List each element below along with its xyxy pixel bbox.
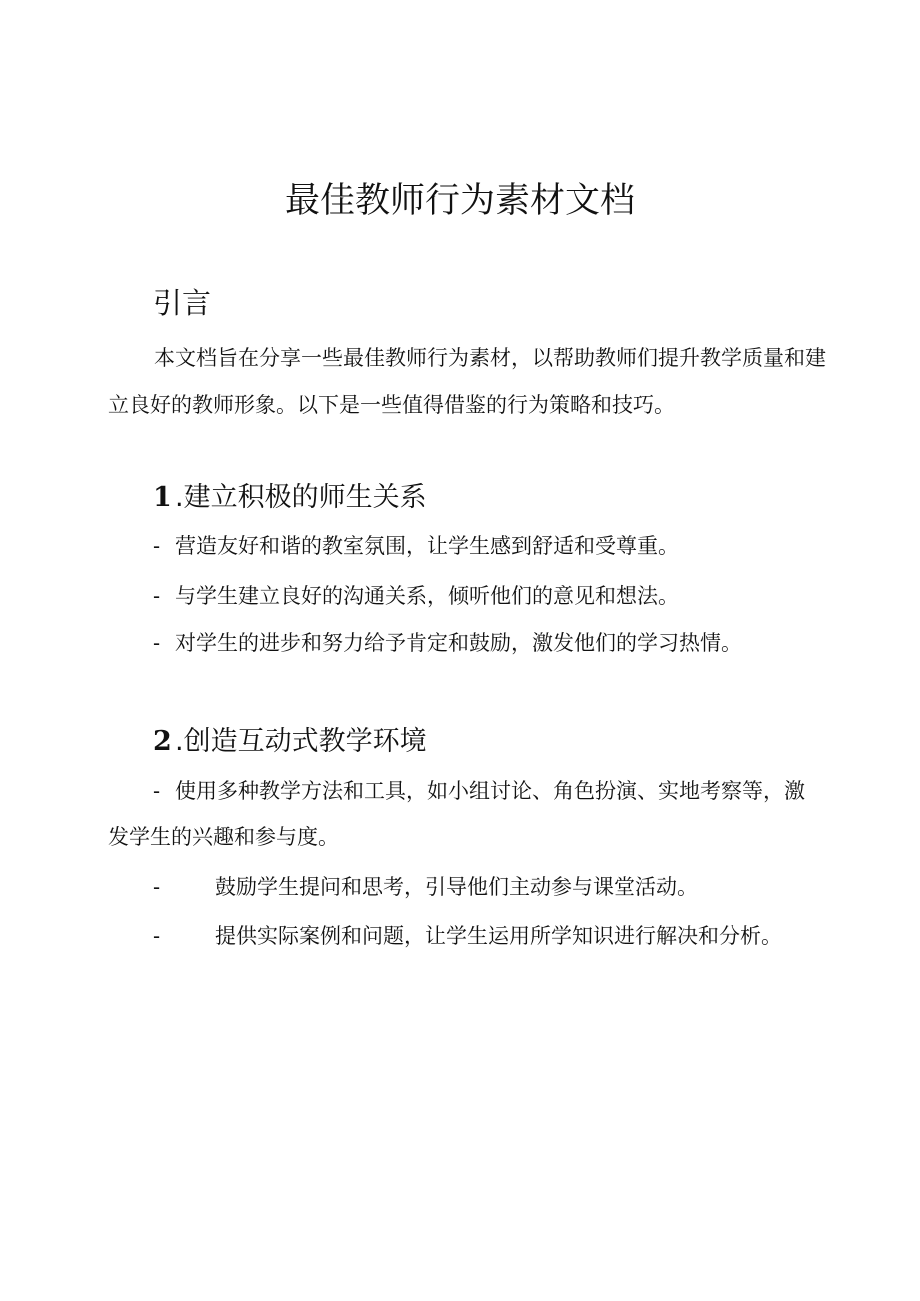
section-2-title: .创造互动式教学环境 — [175, 726, 427, 757]
list-item-text: 提供实际案例和问题，让学生运用所学知识进行解决和分析。 — [215, 924, 782, 948]
section-1-heading — [153, 478, 427, 518]
bullet-dash: - — [153, 875, 161, 899]
list-item — [153, 623, 742, 663]
intro-heading: 引言 — [153, 286, 212, 320]
section-1-number: 1 — [153, 482, 172, 513]
list-item-text: 对学生的进步和努力给予肯定和鼓励，激发他们的学习热情。 — [175, 631, 742, 655]
intro-paragraph — [108, 335, 828, 429]
list-item-text: 使用多种教学方法和工具，如小组讨论、角色扮演、实地考察等，激发学生的兴趣和参与度。 — [108, 779, 805, 849]
section-1-title: .建立积极的师生关系 — [175, 482, 427, 513]
bullet-dash: - — [153, 631, 161, 655]
list-item-text: 与学生建立良好的沟通关系，倾听他们的意见和想法。 — [175, 584, 679, 608]
bullet-dash: - — [153, 779, 161, 803]
document-title: 最佳教师行为素材文档 — [284, 181, 635, 221]
list-item — [108, 913, 808, 959]
list-item-text: 营造友好和谐的教室氛围，让学生感到舒适和受尊重。 — [175, 534, 679, 558]
list-item — [153, 576, 679, 616]
list-item-text: 鼓励学生提问和思考，引导他们主动参与课堂活动。 — [215, 875, 698, 899]
list-item — [108, 768, 808, 860]
bullet-dash: - — [153, 534, 161, 558]
section-2-number: 2 — [153, 726, 172, 757]
list-item — [108, 864, 808, 910]
bullet-dash: - — [153, 584, 161, 608]
section-2-heading — [153, 722, 427, 762]
list-item — [153, 526, 679, 566]
bullet-dash: - — [153, 924, 161, 948]
intro-paragraph-text: 本文档旨在分享一些最佳教师行为素材，以帮助教师们提升教学质量和建立良好的教师形象。以下是一些值得借鉴的行为策略和技巧。 — [108, 346, 826, 417]
